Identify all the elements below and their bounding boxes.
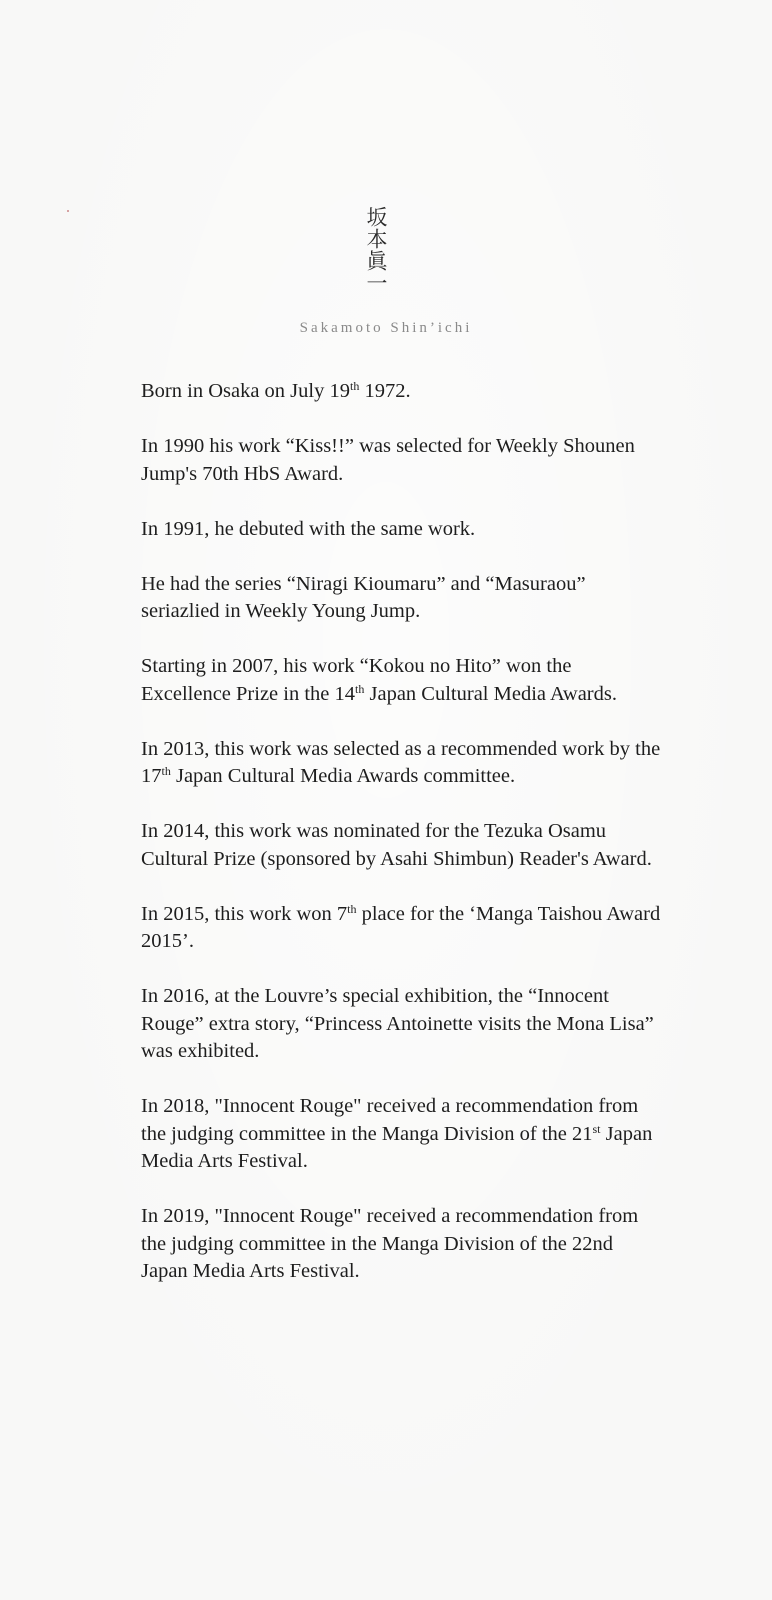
bio-paragraph-birth: Born in Osaka on July 19th 1972. [141, 379, 411, 402]
bio-paragraph-1991: In 1991, he debuted with the same work. [141, 517, 476, 540]
bio-paragraph-2019: In 2019, "Innocent Rouge" received a recommendation from the judging committee in the Manga Division of the 22nd Japan Media Arts Festival. [141, 1205, 639, 1282]
bio-paragraph-2018: In 2018, "Innocent Rouge" received a recommendation from the judging committee in the Manga Division of the 21st Japan Media Arts Festival. [141, 1095, 653, 1172]
bio-paragraph-2014: In 2014, this work was nominated for the Tezuka Osamu Cultural Prize (sponsored by Asahi Shimbun) Reader's Award. [141, 820, 652, 870]
paper-speck [67, 210, 69, 212]
bio-paragraph-2016: In 2016, at the Louvre’s special exhibition, the “Innocent Rouge” extra story, “Princess Antoinette visits the Mona Lisa” was exhibited. [141, 985, 654, 1062]
bio-paragraph-2013: In 2013, this work was selected as a recommended work by the 17th Japan Cultural Media Awards committee. [141, 737, 661, 787]
bio-paragraph-series: He had the series “Niragi Kioumaru” and “Masuraou” seriazlied in Weekly Young Jump. [141, 572, 586, 622]
bio-paragraph-2015: In 2015, this work won 7th place for the ‘Manga Taishou Award 2015’. [141, 901, 661, 952]
author-name-kanji: 坂本眞一 [364, 206, 388, 294]
bio-paragraph-1990: In 1990 his work “Kiss!!” was selected for Weekly Shounen Jump's 70th HbS Award. [141, 435, 635, 485]
author-biography [141, 378, 661, 1313]
author-name-romaji: Sakamoto Shin’ichi [299, 320, 473, 336]
bio-paragraph-2007: Starting in 2007, his work “Kokou no Hito” won the Excellence Prize in the 14th Japan Cultural Media Awards. [141, 655, 617, 705]
